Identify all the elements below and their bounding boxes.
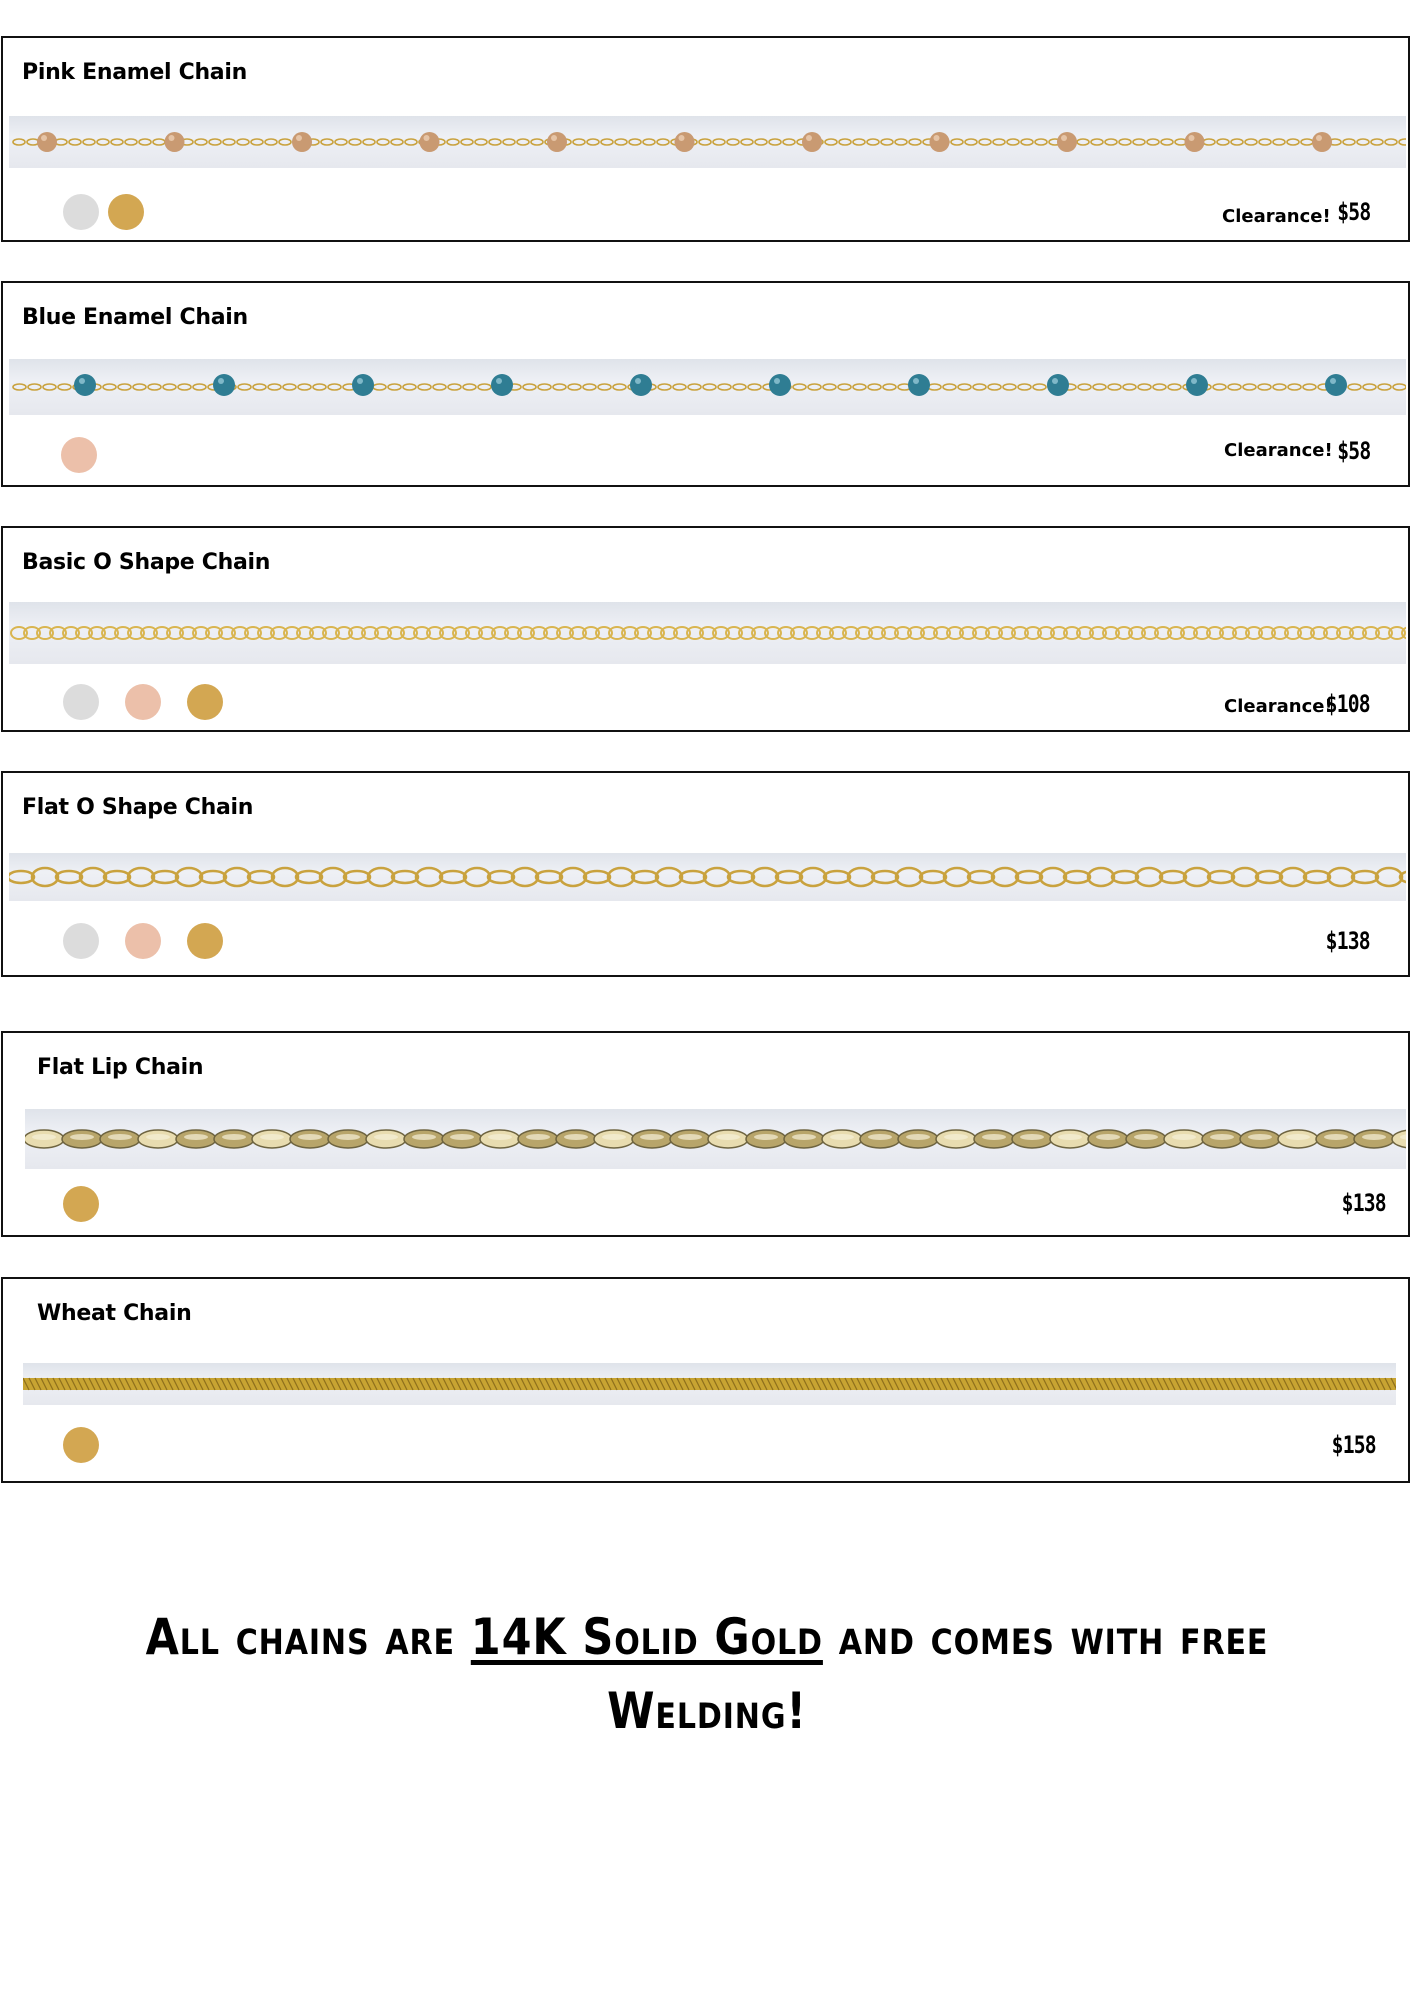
chain-image-flat-lip <box>25 1109 1406 1169</box>
footer-tagline <box>99 1600 1315 1748</box>
color-swatch-rose[interactable] <box>125 684 161 720</box>
chain-image-basic-o <box>9 602 1406 664</box>
footer-text-after: and comes with free Welding! <box>607 1608 1269 1740</box>
price-label: $58 <box>1336 198 1370 226</box>
chain-title: Wheat Chain <box>37 1301 192 1326</box>
chain-card-flat-o <box>1 771 1410 977</box>
price-label: $58 <box>1336 437 1370 465</box>
clearance-label: Clearance! <box>1222 206 1331 227</box>
chain-image-flat-o <box>9 853 1406 901</box>
price-label: $108 <box>1325 690 1370 718</box>
chain-card-blue-enamel <box>1 281 1410 487</box>
price-label: $158 <box>1331 1431 1376 1459</box>
chain-title: Flat Lip Chain <box>37 1055 204 1080</box>
chain-title: Basic O Shape Chain <box>22 550 271 575</box>
color-swatch-gold[interactable] <box>187 923 223 959</box>
color-swatch-gold[interactable] <box>63 1186 99 1222</box>
chain-card-flat-lip <box>1 1031 1410 1237</box>
chain-title: Flat O Shape Chain <box>22 795 254 820</box>
color-swatch-silver[interactable] <box>63 194 99 230</box>
chain-image-blue-enamel <box>9 359 1406 415</box>
chain-title: Pink Enamel Chain <box>22 60 247 85</box>
color-swatch-gold[interactable] <box>108 194 144 230</box>
clearance-label: Clearance! <box>1224 440 1333 461</box>
price-label: $138 <box>1325 927 1370 955</box>
color-swatch-gold[interactable] <box>63 1427 99 1463</box>
color-swatch-rose[interactable] <box>125 923 161 959</box>
color-swatch-silver[interactable] <box>63 684 99 720</box>
chain-card-basic-o <box>1 526 1410 732</box>
clearance-label: Clearance! <box>1224 696 1333 717</box>
chain-image-wheat <box>23 1363 1396 1405</box>
footer-highlight: 14K Solid Gold <box>470 1608 823 1666</box>
price-label: $138 <box>1341 1189 1386 1217</box>
color-swatch-rose[interactable] <box>61 437 97 473</box>
color-swatch-silver[interactable] <box>63 923 99 959</box>
chain-image-pink-enamel <box>9 116 1406 168</box>
color-swatch-gold[interactable] <box>187 684 223 720</box>
chain-title: Blue Enamel Chain <box>22 305 248 330</box>
chain-card-pink-enamel <box>1 36 1410 242</box>
footer-text-before: All chains are <box>145 1608 471 1666</box>
chain-card-wheat <box>1 1277 1410 1483</box>
